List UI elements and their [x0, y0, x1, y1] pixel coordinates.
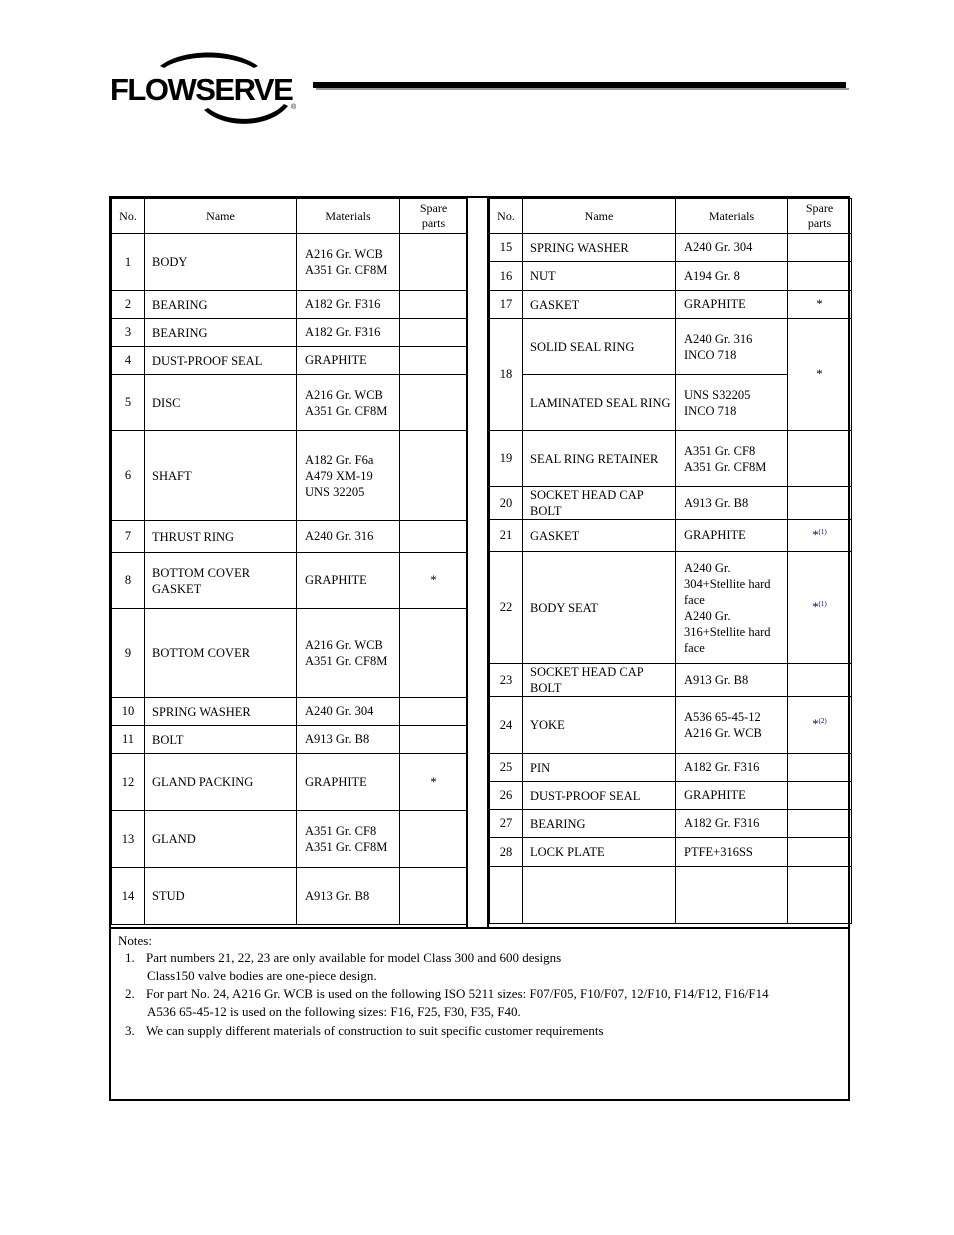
part-no: 11: [112, 726, 145, 754]
part-spare: [788, 838, 852, 867]
table-row: [112, 754, 468, 811]
table-row: [490, 782, 852, 810]
part-no: 20: [490, 487, 523, 520]
part-name: SPRING WASHER: [145, 698, 297, 726]
table-row: [490, 431, 852, 487]
table-row: [112, 234, 468, 291]
col-header-materials: Materials: [676, 199, 788, 234]
part-materials: A351 Gr. CF8 A351 Gr. CF8M: [297, 811, 400, 868]
part-name: GASKET: [523, 520, 676, 552]
part-materials: GRAPHITE: [297, 754, 400, 811]
part-name: BODY SEAT: [523, 552, 676, 664]
parts-table-left: [111, 198, 468, 925]
part-materials: GRAPHITE: [676, 520, 788, 552]
part-materials: A913 Gr. B8: [297, 868, 400, 925]
part-spare: [788, 810, 852, 838]
part-materials: A182 Gr. F6a A479 XM-19 UNS 32205: [297, 431, 400, 521]
table-row: [112, 375, 468, 431]
part-spare: [400, 811, 468, 868]
part-no: 15: [490, 234, 523, 262]
note-text: For part No. 24, A216 Gr. WCB is used on the following ISO 5211 sizes: F07/F05, F10/F07, 12/F10, F14/F12, F16/F14: [146, 986, 769, 1001]
part-no: 26: [490, 782, 523, 810]
part-materials: A536 65-45-12 A216 Gr. WCB: [676, 697, 788, 754]
part-spare: [400, 868, 468, 925]
notes-title: Notes:: [118, 933, 152, 948]
part-name: LOCK PLATE: [523, 838, 676, 867]
table-row: [112, 291, 468, 319]
table-header-row: [112, 199, 468, 234]
col-header-materials: Materials: [297, 199, 400, 234]
part-materials: A240 Gr. 316: [297, 521, 400, 553]
part-spare: *: [788, 319, 852, 431]
empty-cell: [676, 867, 788, 924]
table-row: [112, 726, 468, 754]
table-row: [112, 609, 468, 698]
part-no: 25: [490, 754, 523, 782]
table-row: [490, 754, 852, 782]
part-no: 16: [490, 262, 523, 291]
flowserve-logo: [108, 46, 308, 128]
part-no: 14: [112, 868, 145, 925]
part-spare: [400, 609, 468, 698]
part-no: 12: [112, 754, 145, 811]
part-materials: PTFE+316SS: [676, 838, 788, 867]
note-number: 1.: [125, 950, 135, 965]
part-materials: A913 Gr. B8: [297, 726, 400, 754]
part-materials: A216 Gr. WCB A351 Gr. CF8M: [297, 375, 400, 431]
part-spare: [788, 782, 852, 810]
table-row: [112, 698, 468, 726]
part-no: 19: [490, 431, 523, 487]
part-spare: *: [788, 291, 852, 319]
part-spare: [788, 487, 852, 520]
part-name: SOLID SEAL RING: [523, 319, 676, 375]
table-row: [490, 520, 852, 552]
part-materials: A182 Gr. F316: [297, 291, 400, 319]
part-name: SHAFT: [145, 431, 297, 521]
table-row-empty: [490, 867, 852, 924]
empty-cell: [490, 867, 523, 924]
part-no: 4: [112, 347, 145, 375]
part-spare: *$^{(2)}$: [788, 697, 852, 754]
part-name: NUT: [523, 262, 676, 291]
table-row: [112, 811, 468, 868]
part-spare: [788, 664, 852, 697]
note-number: 3.: [125, 1023, 135, 1038]
part-no: 21: [490, 520, 523, 552]
part-spare: [788, 754, 852, 782]
part-spare: [788, 431, 852, 487]
table-row: [112, 553, 468, 609]
part-no: 10: [112, 698, 145, 726]
part-no: 27: [490, 810, 523, 838]
part-spare: [400, 521, 468, 553]
part-materials: A182 Gr. F316: [676, 810, 788, 838]
note-text: A536 65-45-12 is used on the following sizes: F16, F25, F30, F35, F40.: [147, 1004, 521, 1019]
part-materials: GRAPHITE: [297, 553, 400, 609]
table-row: [490, 234, 852, 262]
registered-mark: ®: [291, 104, 297, 111]
part-materials: UNS S32205 INCO 718: [676, 375, 788, 431]
part-spare: [400, 234, 468, 291]
part-name: THRUST RING: [145, 521, 297, 553]
col-header-name: Name: [145, 199, 297, 234]
part-name: DISC: [145, 375, 297, 431]
part-materials: GRAPHITE: [676, 291, 788, 319]
part-no: 18: [490, 319, 523, 431]
table-row: [112, 347, 468, 375]
part-no: 23: [490, 664, 523, 697]
part-name: GLAND PACKING: [145, 754, 297, 811]
table-row: [490, 664, 852, 697]
part-spare: *$^{(1)}$: [788, 552, 852, 664]
col-header-spare: Spare parts: [788, 199, 852, 234]
parts-table-right: [489, 198, 852, 924]
part-materials: A194 Gr. 8: [676, 262, 788, 291]
part-no: 3: [112, 319, 145, 347]
table-row: [490, 810, 852, 838]
table-row: [112, 868, 468, 925]
part-materials: GRAPHITE: [297, 347, 400, 375]
part-materials: A913 Gr. B8: [676, 664, 788, 697]
table-row: [490, 319, 852, 375]
part-name: SOCKET HEAD CAP BOLT: [523, 664, 676, 697]
table-row: [112, 431, 468, 521]
part-name: SOCKET HEAD CAP BOLT: [523, 487, 676, 520]
part-materials: A240 Gr. 304+Stellite hard face A240 Gr. 316+Stellite hard face: [676, 552, 788, 664]
part-no: 24: [490, 697, 523, 754]
part-spare: [400, 431, 468, 521]
table-row: [112, 521, 468, 553]
part-name: LAMINATED SEAL RING: [523, 375, 676, 431]
part-no: 9: [112, 609, 145, 698]
col-header-no: No.: [490, 199, 523, 234]
part-no: 28: [490, 838, 523, 867]
part-no: 1: [112, 234, 145, 291]
part-spare: *: [400, 553, 468, 609]
notes-section: [111, 927, 848, 1099]
part-materials: A240 Gr. 316 INCO 718: [676, 319, 788, 375]
part-spare: [400, 291, 468, 319]
col-header-spare: Spare parts: [400, 199, 468, 234]
table-row: [490, 291, 852, 319]
part-no: 5: [112, 375, 145, 431]
note-text: Part numbers 21, 22, 23 are only available for model Class 300 and 600 designs: [146, 950, 562, 965]
empty-cell: [788, 867, 852, 924]
part-spare: [400, 375, 468, 431]
part-no: 2: [112, 291, 145, 319]
part-name: DUST-PROOF SEAL: [523, 782, 676, 810]
part-name: BOLT: [145, 726, 297, 754]
part-no: 8: [112, 553, 145, 609]
part-name: YOKE: [523, 697, 676, 754]
part-spare: *: [400, 754, 468, 811]
table-row: [490, 262, 852, 291]
part-name: DUST-PROOF SEAL: [145, 347, 297, 375]
part-name: BEARING: [145, 319, 297, 347]
part-materials: GRAPHITE: [676, 782, 788, 810]
part-name: SPRING WASHER: [523, 234, 676, 262]
part-no: 6: [112, 431, 145, 521]
part-name: GLAND: [145, 811, 297, 868]
part-materials: A351 Gr. CF8 A351 Gr. CF8M: [676, 431, 788, 487]
part-name: PIN: [523, 754, 676, 782]
table-row: [490, 697, 852, 754]
part-materials: A240 Gr. 304: [676, 234, 788, 262]
part-materials: A182 Gr. F316: [676, 754, 788, 782]
empty-cell: [523, 867, 676, 924]
header-rule-shadow: [316, 88, 849, 90]
note-number: 2.: [125, 986, 135, 1001]
part-name: BOTTOM COVER: [145, 609, 297, 698]
part-spare: [788, 234, 852, 262]
note-text: Class150 valve bodies are one-piece design.: [147, 968, 377, 983]
logo-text: FLOWSERVE: [110, 72, 293, 107]
part-no: 7: [112, 521, 145, 553]
part-materials: A182 Gr. F316: [297, 319, 400, 347]
part-materials: A913 Gr. B8: [676, 487, 788, 520]
col-header-name: Name: [523, 199, 676, 234]
part-materials: A216 Gr. WCB A351 Gr. CF8M: [297, 609, 400, 698]
table-row: [490, 838, 852, 867]
part-name: BOTTOM COVER GASKET: [145, 553, 297, 609]
table-row: [490, 552, 852, 664]
part-spare: [788, 262, 852, 291]
part-name: BEARING: [523, 810, 676, 838]
part-name: BODY: [145, 234, 297, 291]
note-text: We can supply different materials of construction to suit specific customer requirements: [146, 1023, 604, 1038]
table-header-row: [490, 199, 852, 234]
part-name: GASKET: [523, 291, 676, 319]
part-spare: *$^{(1)}$: [788, 520, 852, 552]
part-spare: [400, 698, 468, 726]
part-name: BEARING: [145, 291, 297, 319]
part-no: 17: [490, 291, 523, 319]
part-materials: A216 Gr. WCB A351 Gr. CF8M: [297, 234, 400, 291]
table-row: [112, 319, 468, 347]
part-spare: [400, 726, 468, 754]
part-no: 13: [112, 811, 145, 868]
part-name: SEAL RING RETAINER: [523, 431, 676, 487]
col-header-no: No.: [112, 199, 145, 234]
table-row: [490, 487, 852, 520]
part-spare: [400, 347, 468, 375]
part-materials: A240 Gr. 304: [297, 698, 400, 726]
part-spare: [400, 319, 468, 347]
part-no: 22: [490, 552, 523, 664]
part-name: STUD: [145, 868, 297, 925]
